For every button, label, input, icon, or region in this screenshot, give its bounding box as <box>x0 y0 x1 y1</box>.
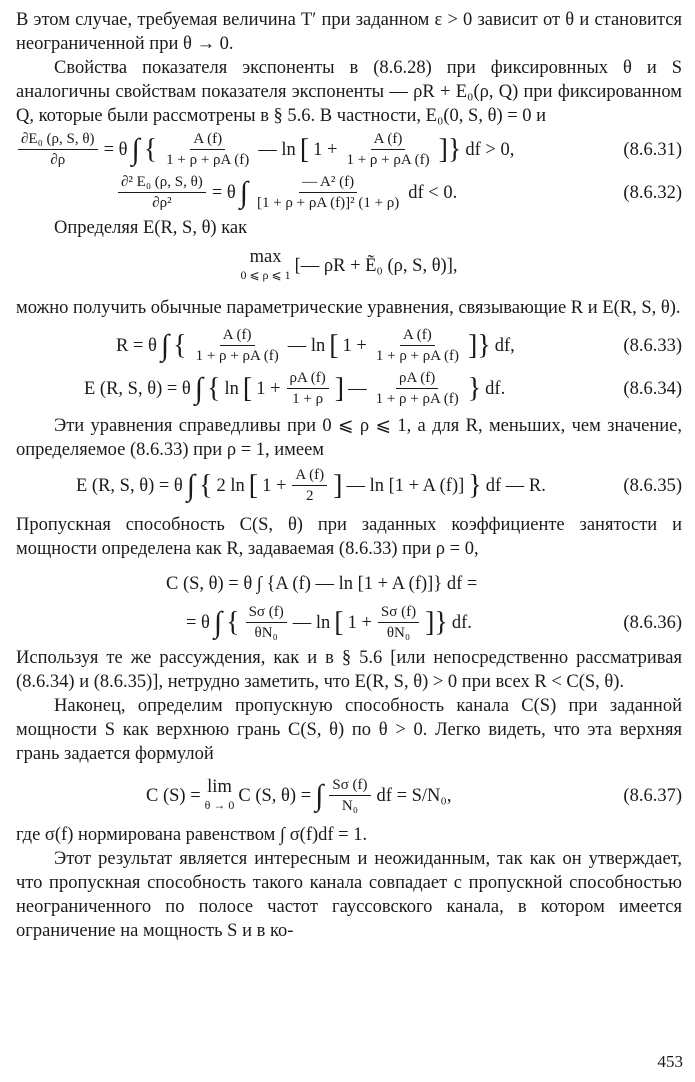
equation-8-6-34: E (R, S, θ) = θ ∫ { ln [ 1 + $\frac{\rho A (f)}{1 + \rho}$ ] — $\frac{\rho A (f)}{1 + \rho + \rho A (f)}$ } df. (8.6.34) <box>84 370 682 407</box>
equation-number: (8.6.32) <box>623 182 682 203</box>
page-body <box>16 8 682 943</box>
paragraph-3: Определяя E(R, S, θ) как <box>54 218 248 238</box>
paragraph-4: можно получить обычные параметрические уравнения, связывающие R и E(R, S, θ). <box>16 298 681 318</box>
equation-number: (8.6.36) <box>623 612 682 633</box>
eq31-lhs-fraction: $\frac{\text{∂E₀ (ρ, S, θ)}}{\partial\rho}$ <box>18 130 98 169</box>
paragraph-8: Наконец, определим пропускную способность канала C(S) при заданной мощности S как верхнюю грань C(S, θ) по θ > 0. Легко видеть, что эта верхняя грань задается формулой <box>16 696 682 764</box>
equation-number: (8.6.33) <box>623 335 682 356</box>
equation-number: (8.6.37) <box>623 785 682 806</box>
paragraph-1: В этом случае, требуемая величина T′ при заданном ε > 0 зависит от θ и становится неограниченной при θ → 0. <box>16 10 682 54</box>
equation-8-6-33: R = θ ∫ { $\frac{A (f)}{1 + \rho + \rho A (f)}$ — ln [ 1 + $\frac{A (f)}{1 + \rho + \rho A (f)}$ ]} df, (8.6.33) <box>116 327 682 364</box>
integral-sign: ∫ <box>213 605 223 639</box>
equation-8-6-36-line1: C (S, θ) = θ ∫ {A (f) — ln [1 + A (f)]} df = <box>166 574 478 594</box>
paragraph-2: Свойства показателя экспоненты в (8.6.28) при фиксировнных θ и S аналогичны свойствам показателя экспоненты — ρR + E₀(ρ, Q) при фиксированном Q, которые были рассмотрены в § 5.6. В частности, E₀(0, S, θ) = 0 и <box>16 58 682 126</box>
integral-sign: ∫ <box>186 468 196 502</box>
equation-8-6-37: C (S) = lim θ → 0 C (S, θ) = ∫ $\frac{S\sigma (f)}{\text{N₀}}$ df = S/N₀, (8.6.37) <box>146 776 682 814</box>
paragraph-5: Эти уравнения справедливы при 0 ⩽ ρ ⩽ 1, а для R, меньших, чем значение, определяемое (8.6.33) при ρ = 1, имеем <box>16 416 682 460</box>
paragraph-6: Пропускная способность C(S, θ) при заданных коэффициенте занятости и мощности определена как R, задаваемая (8.6.33) при ρ = 0, <box>16 515 682 559</box>
paragraph-9: где σ(f) нормирована равенством ∫ σ(f)df = 1. <box>16 825 368 845</box>
paragraph-7: Используя те же рассуждения, как и в § 5.6 [или непосредственно рассматривая (8.6.34) и (8.6.35)], нетрудно заметить, что E(R, S, θ) > 0 при всех R < C(S, θ). <box>16 648 682 692</box>
integral-sign: ∫ <box>194 371 204 405</box>
equation-8-6-32: $\frac{\text{∂² E₀ (ρ, S, θ)}}{\text{∂ρ²}}$ = θ ∫ $\frac{\text{— A² (f)}}{\text{[1 + ρ + ρA (f)]² (1 + ρ)}}$ df < 0. (8.6.32) <box>16 173 682 212</box>
equation-8-6-31: $\frac{\text{∂E₀ (ρ, S, θ)}}{\partial\rho}$ = θ ∫ { $\frac{A (f)}{1 + \rho + \rho A (f)}$ — ln [ 1 + $\frac{A (f)}{1 + \rho + \rho A (f)}$ ]} df > 0, (8.6.31) <box>16 130 682 169</box>
integral-sign: ∫ <box>239 175 248 209</box>
equation-8-6-35: E (R, S, θ) = θ ∫ { 2 ln [ 1 + $\frac{A (f)}{2}$ ] — ln [1 + A (f)] } df — R. (8.6.35) <box>76 467 682 504</box>
equation-number: (8.6.35) <box>623 475 682 496</box>
equation-8-6-36-line2: = θ ∫ { $\frac{S\sigma (f)}{\text{θN₀}}$ — ln [ 1 + $\frac{S\sigma (f)}{\text{θN₀}}$ ]} df. (8.6.36) <box>186 604 682 641</box>
integral-sign: ∫ <box>131 132 140 166</box>
equation-number: (8.6.31) <box>623 139 682 160</box>
page-number: 453 <box>657 1052 683 1071</box>
integral-sign: ∫ <box>160 328 170 362</box>
equation-max: max 0 ⩽ ρ ⩽ 1 [— ρR + Ẽ₀ (ρ, S, θ)], <box>240 247 458 282</box>
integral-sign: ∫ <box>315 778 324 812</box>
equation-number: (8.6.34) <box>623 378 682 399</box>
paragraph-10: Этот результат является интересным и неожиданным, так как он утверждает, что пропускная способность такого канала совпадает с пропускной способностью неограниченного по полосе частот гауссовского канала, в котором имеется ограничение на мощность S и в ко- <box>16 849 682 941</box>
